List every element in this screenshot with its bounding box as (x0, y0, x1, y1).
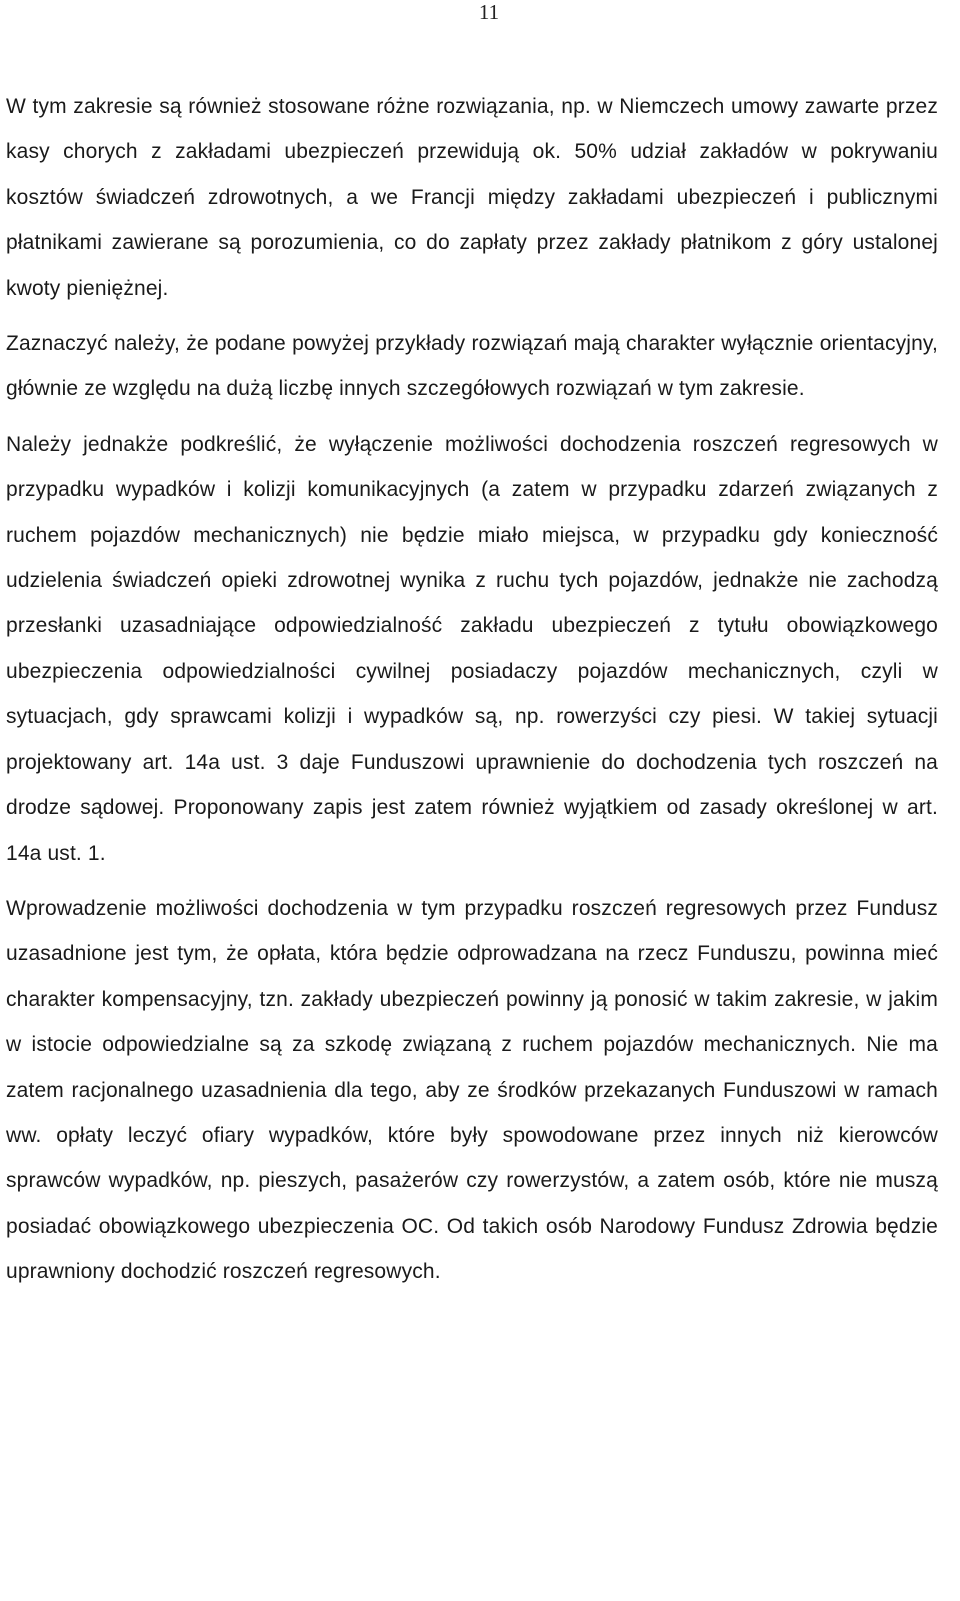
document-body (6, 84, 938, 1295)
paragraph-2: Zaznaczyć należy, że podane powyżej przykłady rozwiązań mają charakter wyłącznie orientacyjny, głównie ze względu na dużą liczbę innych szczegółowych rozwiązań w tym zakresie. (6, 332, 938, 401)
page-number: 11 (478, 0, 500, 24)
paragraph-1: W tym zakresie są również stosowane różne rozwiązania, np. w Niemczech umowy zawarte przez kasy chorych z zakładami ubezpieczeń przewidują ok. 50% udział zakładów w pokrywaniu kosztów świadczeń zdrowotnych, a we Francji między zakładami ubezpieczeń i publicznymi płatnikami zawierane są porozumienia, co do zapłaty przez zakłady płatnikom z góry ustalonej kwoty pieniężnej. (6, 95, 938, 300)
paragraph-4: Wprowadzenie możliwości dochodzenia w tym przypadku roszczeń regresowych przez Fundusz uzasadnione jest tym, że opłata, która będzie odprowadzana na rzecz Funduszu, powinna mieć charakter kompensacyjny, tzn. zakłady ubezpieczeń powinny ją ponosić w takim zakresie, w jakim w istocie odpowiedzialne są za szkodę związaną z ruchem pojazdów mechanicznych. Nie ma zatem racjonalnego uzasadnienia dla tego, aby ze środków przekazanych Funduszowi w ramach ww. opłaty leczyć ofiary wypadków, które były spowodowane przez innych niż kierowców sprawców wypadków, np. pieszych, pasażerów czy rowerzystów, a zatem osób, które nie muszą posiadać obowiązkowego ubezpieczenia OC. Od takich osób Narodowy Fundusz Zdrowia będzie uprawniony dochodzić roszczeń regresowych. (6, 896, 938, 1284)
paragraph-3: Należy jednakże podkreślić, że wyłączenie możliwości dochodzenia roszczeń regresowych w przypadku wypadków i kolizji komunikacyjnych (a zatem w przypadku zdarzeń związanych z ruchem pojazdów mechanicznych) nie będzie miało miejsca, w przypadku gdy konieczność udzielenia świadczeń opieki zdrowotnej wynika z ruchu tych pojazdów, jednakże nie zachodzą przesłanki uzasadniające odpowiedzialność zakładu ubezpieczeń z tytułu obowiązkowego ubezpieczenia odpowiedzialności cywilnej posiadaczy pojazdów mechanicznych, czyli w sytuacjach, gdy sprawcami kolizji i wypadków są, np. rowerzyści czy piesi. W takiej sytuacji projektowany art. 14a ust. 3 daje Funduszowi uprawnienie do dochodzenia tych roszczeń na drodze sądowej. Proponowany zapis jest zatem również wyjątkiem od zasady określonej w art. 14a ust. 1. (6, 432, 938, 865)
